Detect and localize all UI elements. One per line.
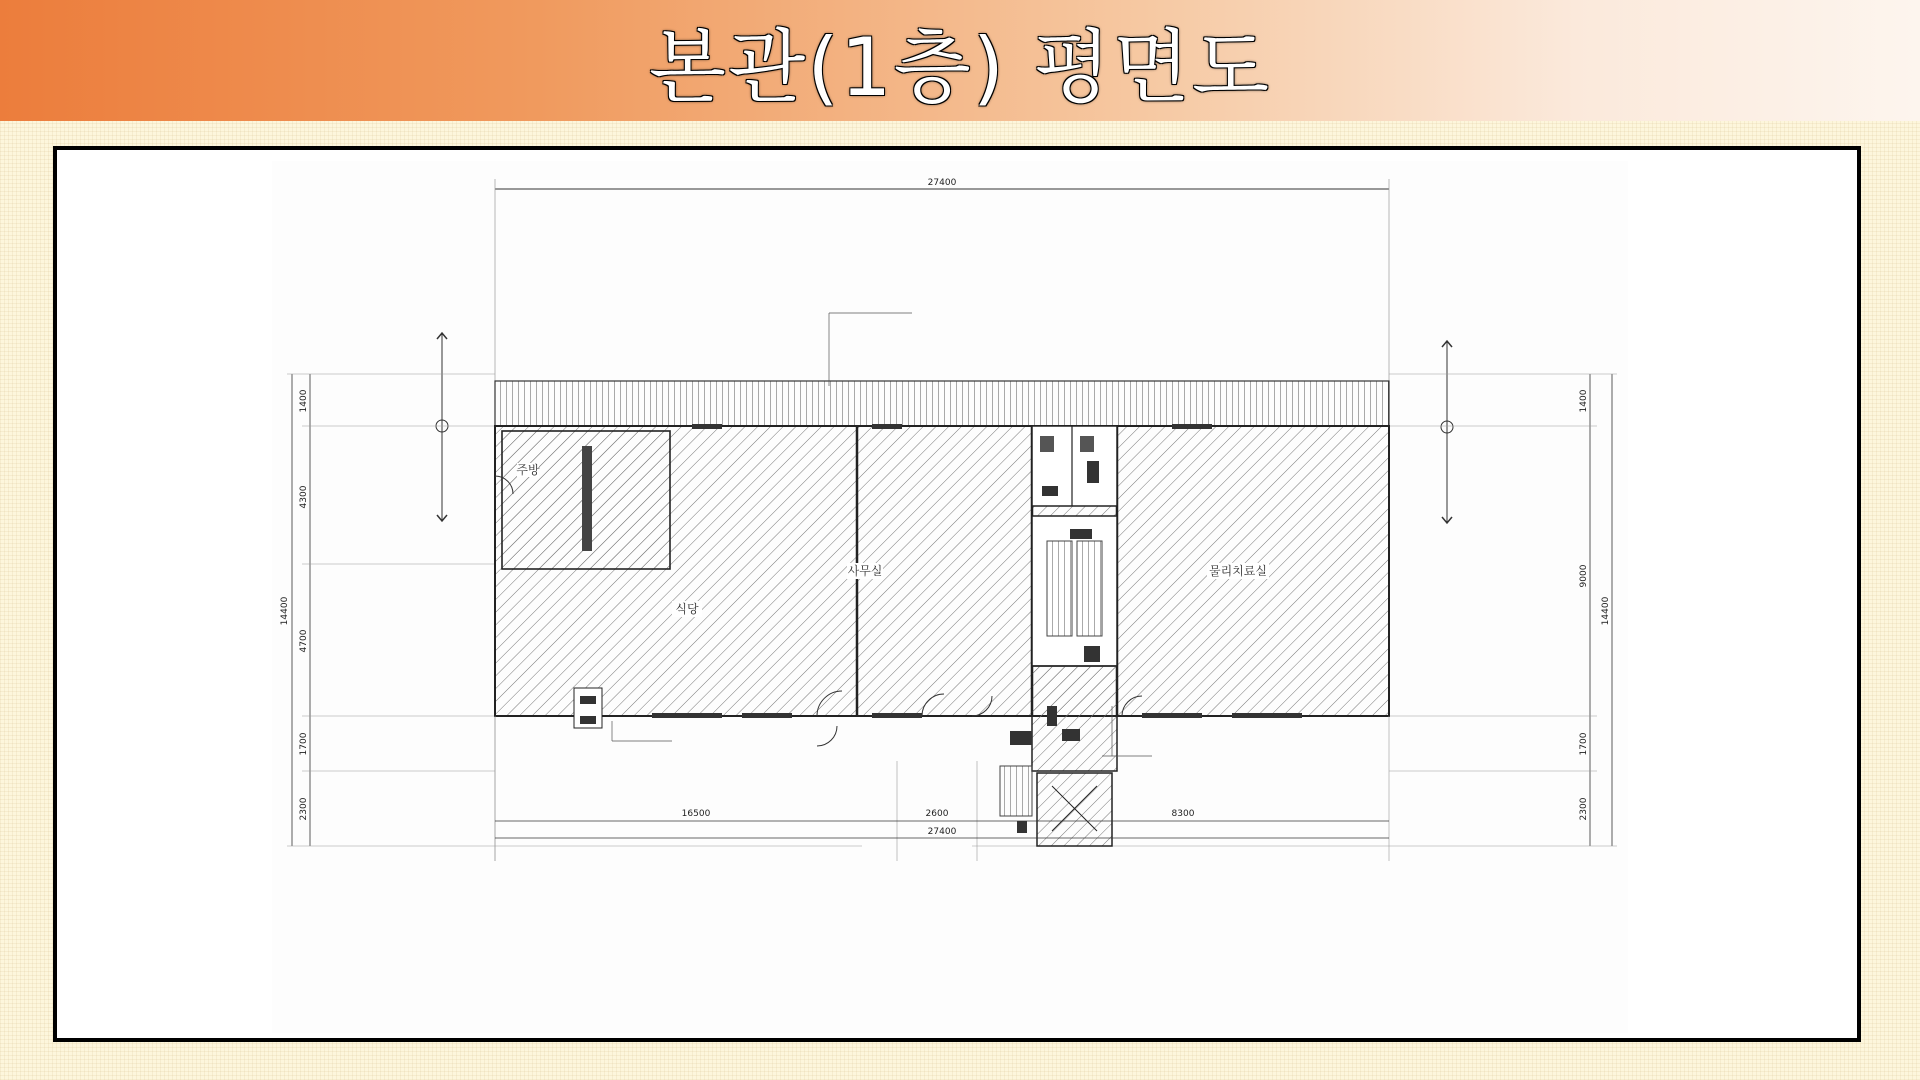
dim-bottom-right: 8300: [1171, 809, 1195, 819]
dim-left-1: 1400: [299, 389, 309, 413]
dim-top-total: 27400: [927, 178, 957, 188]
dim-bottom-mid: 2600: [925, 809, 949, 819]
dim-bottom-total: 27400: [927, 827, 957, 837]
dim-right-4: 2300: [1579, 797, 1589, 821]
bottom-dimensions: [495, 716, 1389, 861]
canopy-strip: [495, 381, 1389, 426]
room-label-therapy: 물리치료실: [1209, 564, 1267, 578]
dim-bottom-left: 16500: [681, 809, 711, 819]
dim-left-2: 4300: [299, 485, 309, 509]
floor-plan-drawing: [272, 161, 1628, 1033]
room-label-office: 사무실: [847, 564, 883, 578]
axis-markers-right: [1441, 341, 1453, 523]
page-title: 본관(1층) 평면도: [648, 21, 1272, 114]
axis-markers-left: [436, 333, 448, 521]
dim-left-3: 4700: [299, 629, 309, 653]
building-outline: [495, 424, 1389, 846]
dim-left-4: 1700: [299, 732, 309, 756]
dim-left-total: 14400: [280, 596, 290, 626]
room-label-kitchen: 주방: [516, 463, 540, 477]
dim-left-5: 2300: [299, 797, 309, 821]
dim-right-2: 9000: [1579, 564, 1589, 588]
dim-right-total: 14400: [1601, 596, 1611, 626]
dim-right-1: 1400: [1579, 389, 1589, 413]
room-label-dining: 식당: [675, 602, 699, 616]
dim-right-3: 1700: [1579, 732, 1589, 756]
